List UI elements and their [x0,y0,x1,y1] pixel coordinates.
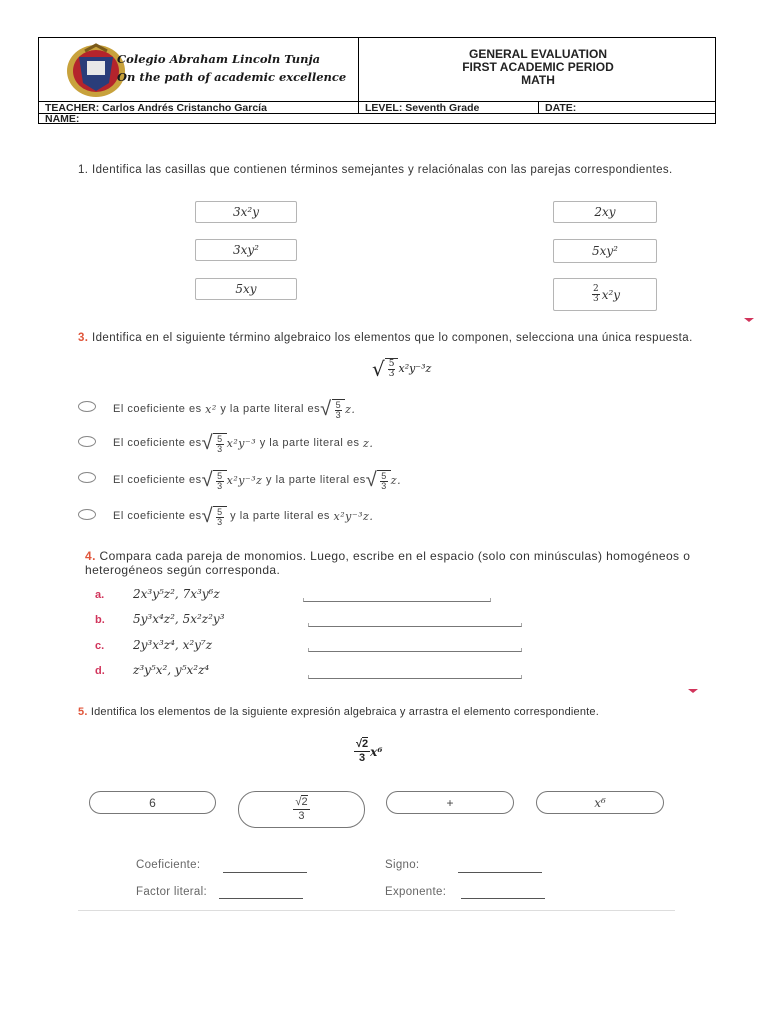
term-box-right-2[interactable]: 5xy² [553,239,657,263]
drop-target-exponente[interactable] [461,898,545,899]
option-4-literal: x²y⁻³z. [333,509,374,523]
frac-num: 5 [388,359,395,369]
expression-tail: x⁶ [370,744,383,759]
label-signo: Signo: [385,859,420,871]
question-1 [78,163,728,177]
item-d-letter: d. [95,665,105,677]
option-1-coef: x² [205,402,217,416]
sqrt-icon: √ $\frac{5}{3}$ [202,470,227,491]
question-5-expression [354,738,383,765]
fraction-denominator: 3 [592,294,599,304]
option-3-literal: z. [390,473,402,487]
fraction: √2 3 [356,738,369,764]
frac-den: 3 [217,480,223,491]
question-5 [78,705,638,719]
drop-target-signo[interactable] [458,872,542,873]
frac-num: 2 [301,796,308,808]
radio-option-2[interactable] [78,436,96,447]
radio-option-3[interactable] [78,472,96,483]
option-1-text-c: y la parte literal es [220,403,321,415]
option-3-coef: x²y⁻³z [226,473,263,487]
sqrt-icon: √ $\frac{5}{3}$ [366,470,391,491]
option-2-text-a: El coeficiente es [113,437,202,449]
question-3-expression [372,358,431,379]
name-field[interactable]: NAME: [45,113,80,125]
school-logo-cell [39,38,359,102]
frac-num: 5 [381,470,387,481]
frac-den: 3 [335,409,342,420]
teacher-field: TEACHER: Carlos Andrés Cristancho García [39,102,359,114]
fraction-numerator: 2 [592,284,599,294]
item-b-letter: b. [95,614,105,626]
sqrt-icon: √ $\frac{5}{3}$ [202,506,227,527]
fraction: √2 3 [295,796,308,822]
question-5-number: 5. [78,706,88,718]
answer-blank-c[interactable] [308,648,522,652]
question-3-number: 3. [78,332,89,344]
radio-option-1[interactable] [78,401,96,412]
question-5-text: Identifica los elementos de la siguiente expresión algebraica y arrastra el elemento correspondiente. [90,706,599,718]
option-4[interactable] [113,503,373,529]
frac-den: 3 [217,443,223,454]
question-4-number: 4. [85,549,96,563]
title-line-2: FIRST ACADEMIC PERIOD [462,60,614,74]
sqrt-icon: √ $\frac{5}{3}$ [372,358,398,379]
name-row [39,113,715,125]
option-2-literal: z. [363,436,374,450]
option-1-text-a: El coeficiente es [113,403,202,415]
option-3-text-a: El coeficiente es [113,474,202,486]
option-3[interactable] [113,467,401,493]
frac-den: 3 [359,752,366,764]
item-a-expression: 2x³y⁵z², 7x³y⁶z [133,587,220,601]
label-exponente: Exponente: [385,886,447,898]
frac-den: 3 [381,480,387,491]
question-1-text: Identifica las casillas que contienen términos semejantes y relaciónalas con las parejas correspondientes. [92,164,673,176]
term-box-left-3[interactable]: 5xy [195,278,297,300]
answer-blank-b[interactable] [308,623,522,627]
drag-chip-6[interactable]: 6 [89,791,216,814]
item-c-letter: c. [95,640,105,652]
expression-tail: x²y⁻³z [398,362,432,375]
frac-num: 5 [217,433,223,444]
term-box-right-3[interactable] [553,278,657,311]
drop-target-coeficiente[interactable] [223,872,307,873]
option-3-text-c: y la parte literal es [266,474,366,486]
frac-num: 5 [217,506,223,517]
frac-den: 3 [388,369,395,379]
term-box-left-2[interactable]: 3xy² [195,239,297,261]
question-3-text: Identifica en el siguiente término algebraico los elementos que lo componen, selecciona una única respuesta. [92,332,693,344]
sqrt-icon: √ $\frac{5}{3}$ [320,399,345,420]
header-table [38,37,716,124]
option-1[interactable] [113,396,355,422]
option-2-text-c: y la parte literal es [259,437,360,449]
answer-blank-a[interactable] [303,598,491,602]
drop-marker-icon [688,689,698,693]
label-factor-literal: Factor literal: [136,886,207,898]
question-3 [78,331,733,345]
level-field: LEVEL: Seventh Grade [359,102,539,114]
sqrt-icon: √ $\frac{5}{3}$ [202,433,227,454]
evaluation-title [359,48,717,87]
frac-num: 5 [217,470,223,481]
option-2[interactable] [113,430,373,456]
radio-option-4[interactable] [78,509,96,520]
drag-chip-fraction[interactable] [238,791,365,828]
item-a-letter: a. [95,589,105,601]
frac-den: 3 [217,516,223,527]
fraction [592,285,600,304]
drop-target-factor-literal[interactable] [219,898,303,899]
question-4 [85,549,725,577]
option-1-literal: z. [345,402,356,416]
drag-chip-x6[interactable]: x⁶ [536,791,664,814]
school-name: Colegio Abraham Lincoln Tunja [117,52,321,66]
frac-num: 2 [362,738,369,750]
option-4-text-a: El coeficiente es [113,510,202,522]
option-2-coef: x²y⁻³ [226,436,257,450]
question-4-text: Compara cada pareja de monomios. Luego, escribe en el espacio (solo con minúsculas) homogéneos o heterogéneos según corresponda. [85,549,691,577]
item-c-expression: 2y³x³z⁴, x²y⁷z [133,638,213,652]
term-box-right-1[interactable]: 2xy [553,201,657,223]
school-motto: On the path of academic excellence [117,70,347,84]
drop-marker-icon [744,318,754,322]
label-coeficiente: Coeficiente: [136,859,201,871]
term-box-right-3-literal: x²y [601,287,621,302]
frac-den: 3 [298,810,305,822]
term-box-left-1[interactable]: 3x²y [195,201,297,223]
item-b-expression: 5y³x⁴z², 5x²z²y³ [133,612,225,626]
answer-blank-d[interactable] [308,675,522,679]
title-line-3: MATH [521,73,555,87]
option-4-text-c: y la parte literal es [230,510,330,522]
question-1-number: 1. [78,164,89,176]
frac-num: 5 [335,399,342,410]
title-line-1: GENERAL EVALUATION [468,47,607,61]
drag-chip-plus[interactable]: + [386,791,514,814]
section-divider [78,910,675,911]
item-d-expression: z³y⁵x², y⁵x²z⁴ [133,663,210,677]
date-field[interactable]: DATE: [545,102,577,114]
